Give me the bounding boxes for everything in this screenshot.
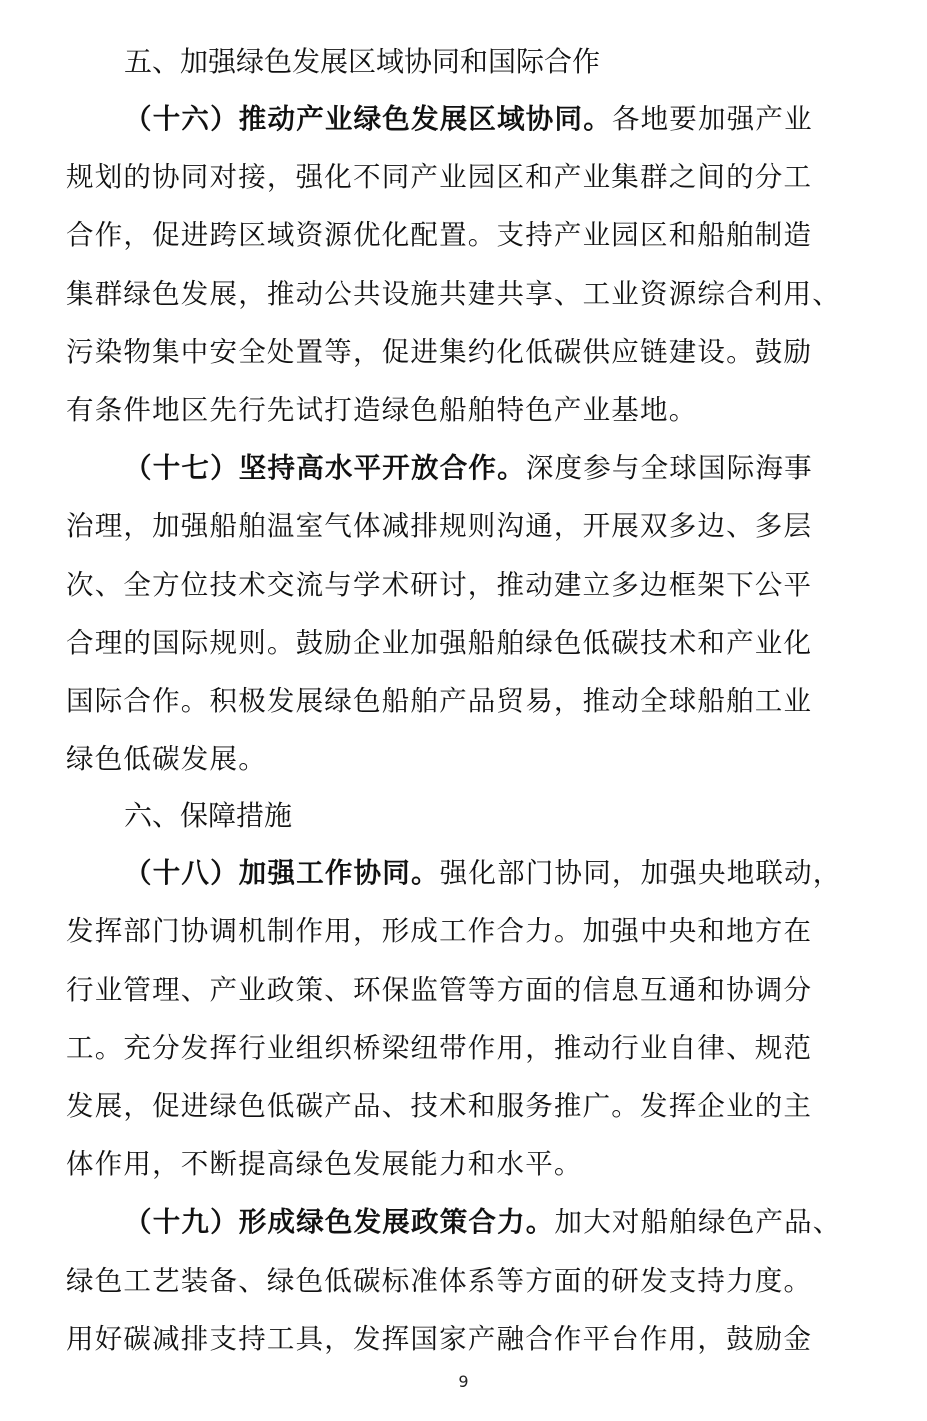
paragraph-line: 集群绿色发展，推动公共设施共建共享、工业资源综合利用、 [66,277,841,310]
paragraph-line: 加大对船舶绿色产品、 [554,1206,842,1239]
page-number: 9 [458,1372,469,1391]
document-page [66,34,858,1368]
paragraph-line: 体作用，不断提高绿色发展能力和水平。 [66,1148,583,1181]
paragraph-line: 次、全方位技术交流与学术研讨，推动建立多边框架下公平 [66,568,813,601]
paragraph-line: 行业管理、产业政策、环保监管等方面的信息互通和协调分 [66,973,813,1006]
paragraph-line: 污染物集中安全处置等，促进集约化低碳供应链建设。鼓励 [66,335,813,368]
paragraph-19-lead: （十九）形成绿色发展政策合力。 [124,1206,555,1239]
paragraph-17 [66,439,858,788]
paragraph-18 [66,844,858,1193]
paragraph-line: 工。充分发挥行业组织桥梁纽带作用，推动行业自律、规范 [66,1031,813,1064]
paragraph-line: 绿色工艺装备、绿色低碳标准体系等方面的研发支持力度。 [66,1264,813,1297]
paragraph-line: 有条件地区先行先试打造绿色船舶特色产业基地。 [66,393,698,426]
paragraph-line: 国际合作。积极发展绿色船舶产品贸易，推动全球船舶工业 [66,684,813,717]
paragraph-19 [66,1193,858,1368]
paragraph-16 [66,90,858,439]
paragraph-line: 用好碳减排支持工具，发挥国家产融合作平台作用，鼓励金 [66,1322,813,1355]
section-heading-6: 六、保障措施 [124,799,293,833]
paragraph-line: 合理的国际规则。鼓励企业加强船舶绿色低碳技术和产业化 [66,626,813,659]
paragraph-line: 合作，促进跨区域资源优化配置。支持产业园区和船舶制造 [66,219,813,252]
paragraph-line: 治理，加强船舶温室气体减排规则沟通，开展双多边、多层 [66,510,813,543]
paragraph-line: 发展，促进绿色低碳产品、技术和服务推广。发挥企业的主 [66,1090,813,1122]
paragraph-18-lead: （十八）加强工作协同。 [124,857,440,890]
paragraph-line: 发挥部门协调机制作用，形成工作合力。加强中央和地方在 [66,915,813,948]
paragraph-line: 规划的协同对接，强化不同产业园区和产业集群之间的分工 [66,161,813,194]
paragraph-line: 强化部门协同，加强央地联动， [439,857,842,890]
section-heading-5: 五、加强绿色发展区域协同和国际合作 [124,45,601,78]
paragraph-line: 绿色低碳发展。 [66,743,267,776]
paragraph-line: 各地要加强产业 [611,103,813,135]
paragraph-17-lead: （十七）坚持高水平开放合作。 [124,452,526,485]
paragraph-line: 深度参与全球国际海事 [525,452,813,485]
paragraph-16-lead: （十六）推动产业绿色发展区域协同。 [124,103,612,135]
